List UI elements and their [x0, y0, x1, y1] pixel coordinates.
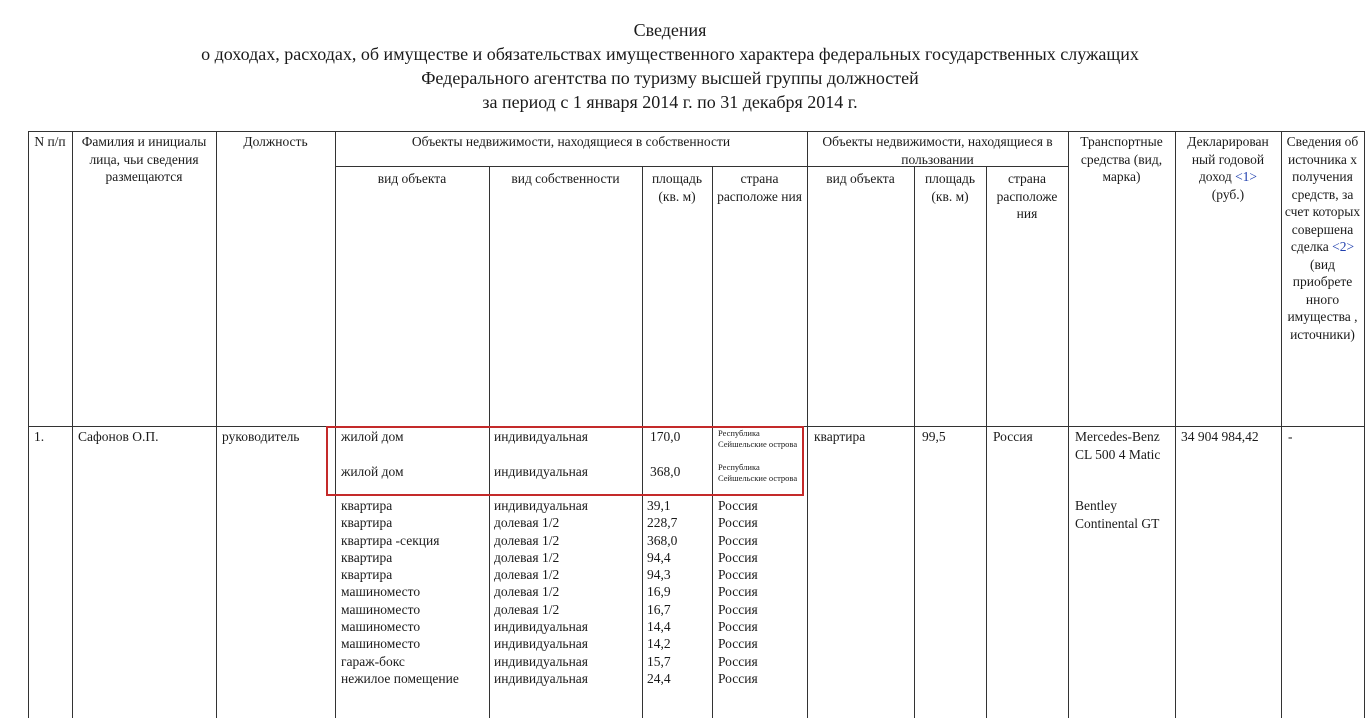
- table-top-rule: [28, 131, 1365, 132]
- col-rule: [216, 131, 217, 718]
- owned-country: Республика Сейшельские острова: [718, 462, 798, 483]
- header-owned-country: страна расположе ния: [717, 171, 802, 204]
- col-rule: [914, 166, 915, 718]
- row-position: руководитель: [222, 429, 300, 444]
- col-rule: [807, 131, 808, 718]
- owned-country: Россия: [718, 584, 758, 600]
- col-rule: [1364, 131, 1365, 718]
- header-owned-type: вид объекта: [377, 171, 447, 186]
- owned-type: квартира: [341, 567, 393, 583]
- header-income-unit: (руб.): [1211, 186, 1245, 202]
- owned-country-list: [718, 497, 758, 687]
- col-rule: [986, 166, 987, 718]
- footnote-link-2[interactable]: <2>: [1332, 239, 1355, 254]
- owned-area: 14,2: [647, 636, 671, 652]
- header-position: Должность: [243, 134, 308, 149]
- col-rule: [1175, 131, 1176, 718]
- header-source-label: Сведения об источника х получения средств, за счет которых совершена сделка: [1284, 134, 1361, 254]
- owned-area: 16,9: [647, 584, 671, 600]
- col-rule: [72, 131, 73, 718]
- header-owned-group: Объекты недвижимости, находящиеся в собственности: [411, 134, 731, 149]
- header-income: [1179, 133, 1277, 203]
- owned-area: 368,0: [650, 464, 681, 479]
- title-line-1: Сведения: [633, 20, 707, 40]
- highlight-box: [326, 426, 804, 496]
- owned-ownership: долевая 1/2: [494, 532, 560, 548]
- owned-area: 94,4: [647, 549, 671, 565]
- header-used-country: страна расположе ния: [996, 171, 1058, 221]
- owned-type-list: [341, 497, 459, 687]
- owned-ownership: долевая 1/2: [494, 515, 560, 531]
- owned-type: квартира: [341, 515, 393, 531]
- row-name: Сафонов О.П.: [78, 429, 159, 444]
- owned-type: жилой дом: [341, 429, 404, 444]
- vehicle-2: Bentley Continental GT: [1075, 498, 1160, 531]
- header-income-label: Декларирован ный годовой доход: [1187, 134, 1269, 184]
- owned-ownership: индивидуальная: [494, 653, 589, 669]
- owned-area: 14,4: [647, 619, 671, 635]
- owned-country: Россия: [718, 567, 758, 583]
- header-owned-ownership: вид собственности: [511, 171, 620, 186]
- owned-area: 228,7: [647, 515, 678, 531]
- funds-source: -: [1288, 429, 1293, 444]
- owned-type: машиноместо: [341, 636, 421, 652]
- col-rule: [335, 131, 336, 718]
- owned-type: квартира -секция: [341, 532, 440, 548]
- col-rule: [1281, 131, 1282, 718]
- owned-country: Россия: [718, 636, 758, 652]
- owned-country: Россия: [718, 515, 758, 531]
- title-line-4: за период с 1 января 2014 г. по 31 декабря 2014 г.: [482, 92, 858, 112]
- owned-country: Россия: [718, 601, 758, 617]
- header-num: N п/п: [34, 134, 66, 149]
- row-num: 1.: [34, 429, 45, 444]
- header-owned-area: площадь (кв. м): [651, 171, 703, 204]
- owned-area: 39,1: [647, 498, 671, 513]
- owned-ownership: индивидуальная: [494, 636, 589, 652]
- owned-ownership: долевая 1/2: [494, 584, 560, 600]
- header-used-type: вид объекта: [826, 171, 895, 186]
- header-name: Фамилия и инициалы лица, чьи сведения размещаются: [81, 134, 207, 184]
- owned-area: 368,0: [647, 532, 678, 548]
- used-area: 99,5: [922, 429, 946, 444]
- owned-area-list: [647, 497, 677, 687]
- owned-ownership: долевая 1/2: [494, 567, 560, 583]
- owned-area: 170,0: [650, 429, 681, 444]
- owned-country: Россия: [718, 498, 758, 513]
- footnote-link-1[interactable]: <1>: [1235, 169, 1258, 184]
- owned-country: Россия: [718, 619, 758, 635]
- owned-type: машиноместо: [341, 619, 421, 635]
- owned-type: машиноместо: [341, 601, 421, 617]
- document-title: [0, 18, 1340, 114]
- owned-ownership: индивидуальная: [494, 429, 589, 444]
- header-vehicles: Транспортные средства (вид, марка): [1080, 134, 1163, 184]
- owned-ownership: долевая 1/2: [494, 601, 560, 617]
- owned-country: Россия: [718, 653, 758, 669]
- owned-type: квартира: [341, 498, 393, 513]
- owned-ownership-list: [494, 497, 588, 687]
- owned-area: 16,7: [647, 601, 671, 617]
- owned-area: 24,4: [647, 670, 671, 686]
- owned-type: гараж-бокс: [341, 653, 405, 669]
- owned-area: 15,7: [647, 653, 671, 669]
- owned-ownership: индивидуальная: [494, 670, 589, 686]
- owned-type: квартира: [341, 549, 393, 565]
- declared-income: 34 904 984,42: [1181, 429, 1259, 444]
- owned-type: нежилое помещение: [341, 670, 459, 686]
- owned-country: Россия: [718, 532, 758, 548]
- owned-ownership: долевая 1/2: [494, 549, 560, 565]
- col-rule: [1068, 131, 1069, 718]
- col-rule: [28, 131, 29, 718]
- owned-area: 94,3: [647, 567, 671, 583]
- header-source-tail: (вид приобрете нного имущества , источники): [1287, 256, 1358, 342]
- owned-ownership: индивидуальная: [494, 498, 589, 513]
- header-used-area: площадь (кв. м): [924, 171, 976, 204]
- used-type: квартира: [814, 429, 866, 444]
- header-used-group: Объекты недвижимости, находящиеся в пользовании: [822, 134, 1053, 167]
- vehicle-1: Mercedes-Benz CL 500 4 Matic: [1075, 429, 1161, 462]
- owned-type: машиноместо: [341, 584, 421, 600]
- header-source: [1284, 133, 1361, 343]
- owned-ownership: индивидуальная: [494, 619, 589, 635]
- owned-ownership: индивидуальная: [494, 464, 589, 479]
- title-line-2: о доходах, расходах, об имуществе и обязательствах имущественного характера федеральных государственных служащих: [201, 44, 1139, 64]
- owned-country: Республика Сейшельские острова: [718, 428, 798, 449]
- owned-country: Россия: [718, 670, 758, 686]
- used-country: Россия: [993, 429, 1033, 444]
- owned-type: жилой дом: [341, 464, 404, 479]
- owned-country: Россия: [718, 549, 758, 565]
- title-line-3: Федерального агентства по туризму высшей группы должностей: [421, 68, 919, 88]
